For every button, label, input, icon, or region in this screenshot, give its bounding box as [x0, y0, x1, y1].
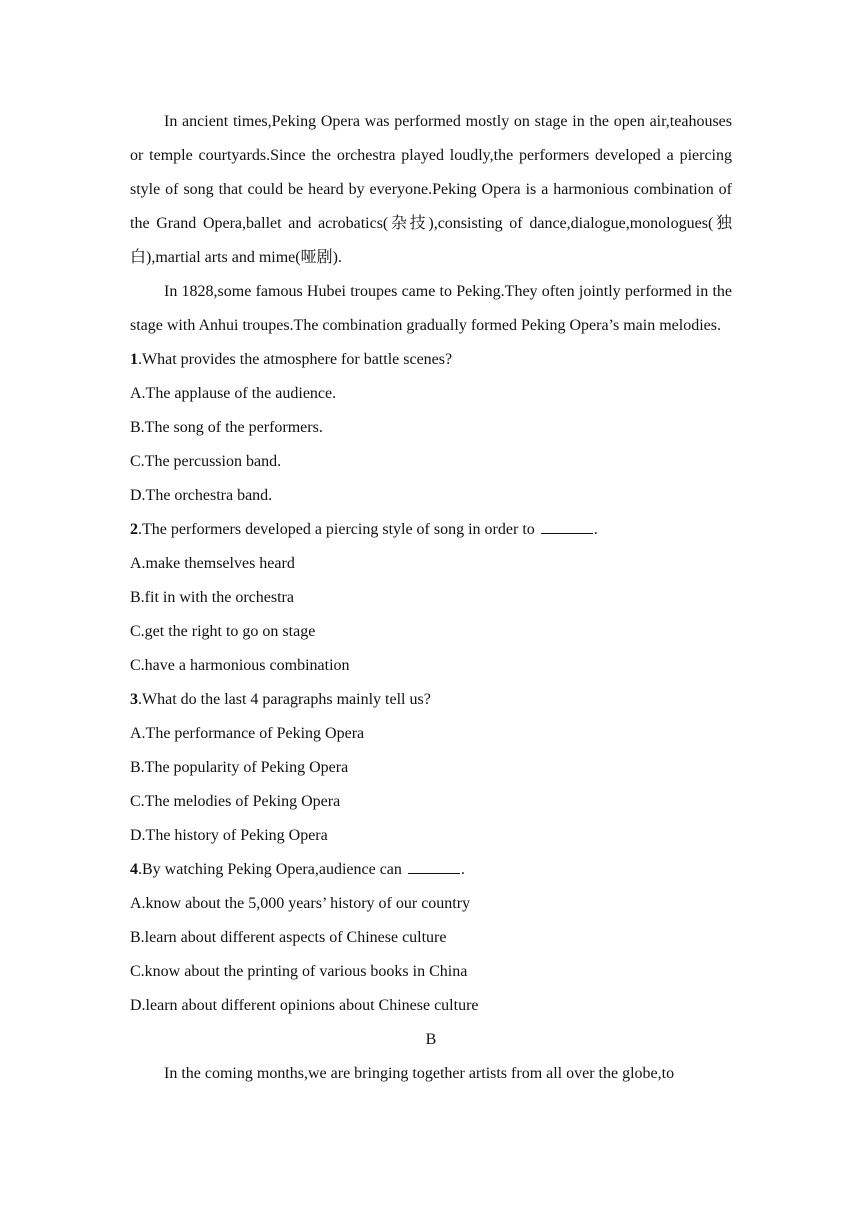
- answer-option: A.The performance of Peking Opera: [130, 725, 365, 742]
- answer-option: C.get the right to go on stage: [130, 623, 316, 640]
- question-tail: .: [593, 521, 598, 538]
- question-stem: [130, 513, 732, 547]
- passage-paragraph-1: In ancient times,Peking Opera was performed mostly on stage in the open air,teahouses or temple courtyards.Since the orchestra played loudly,the performers developed a piercing style of song that could be heard by everyone.Peking Opera is a harmonious combination of the Grand Opera,ballet and acrobatics(杂技),consisting of dance,dialogue,monologues(独白),martial arts and mime(哑剧).: [130, 113, 732, 266]
- question-number: 3: [130, 691, 138, 708]
- answer-option: D.The orchestra band.: [130, 487, 273, 504]
- question-4: [130, 853, 732, 1023]
- answer-option: A.make themselves heard: [130, 555, 295, 572]
- question-stem: [130, 853, 732, 887]
- answer-option: B.The song of the performers.: [130, 419, 323, 436]
- answer-option: B.learn about different aspects of Chinese culture: [130, 929, 447, 946]
- answer-option: D.learn about different opinions about Chinese culture: [130, 997, 479, 1014]
- answer-option: C.The melodies of Peking Opera: [130, 793, 341, 810]
- answer-option: C.know about the printing of various books in China: [130, 963, 468, 980]
- answer-blank[interactable]: [408, 855, 460, 874]
- question-number: 1: [130, 351, 138, 368]
- section-heading: B: [425, 1031, 437, 1048]
- question-text: .What do the last 4 paragraphs mainly tell us?: [138, 691, 431, 708]
- answer-option: A.The applause of the audience.: [130, 385, 337, 402]
- question-text: .The performers developed a piercing style of song in order to: [138, 521, 535, 538]
- answer-option: C.The percussion band.: [130, 453, 282, 470]
- document-page: [130, 105, 732, 1091]
- section-b-paragraph: In the coming months,we are bringing together artists from all over the globe,to: [164, 1065, 675, 1082]
- question-1: [130, 343, 732, 513]
- answer-blank[interactable]: [541, 515, 593, 534]
- question-2: [130, 513, 732, 683]
- question-number: 4: [130, 861, 138, 878]
- answer-option: D.The history of Peking Opera: [130, 827, 328, 844]
- question-tail: .: [460, 861, 465, 878]
- question-text: .What provides the atmosphere for battle scenes?: [138, 351, 453, 368]
- question-3: [130, 683, 732, 853]
- passage-paragraph-2: In 1828,some famous Hubei troupes came to Peking.They often jointly performed in the stage with Anhui troupes.The combination gradually formed Peking Opera’s main melodies.: [130, 283, 732, 334]
- answer-option: A.know about the 5,000 years’ history of our country: [130, 895, 471, 912]
- answer-option: B.The popularity of Peking Opera: [130, 759, 349, 776]
- question-number: 2: [130, 521, 138, 538]
- question-stem: [130, 343, 732, 377]
- answer-option: B.fit in with the orchestra: [130, 589, 294, 606]
- question-stem: [130, 683, 732, 717]
- question-text: .By watching Peking Opera,audience can: [138, 861, 402, 878]
- answer-option: C.have a harmonious combination: [130, 657, 350, 674]
